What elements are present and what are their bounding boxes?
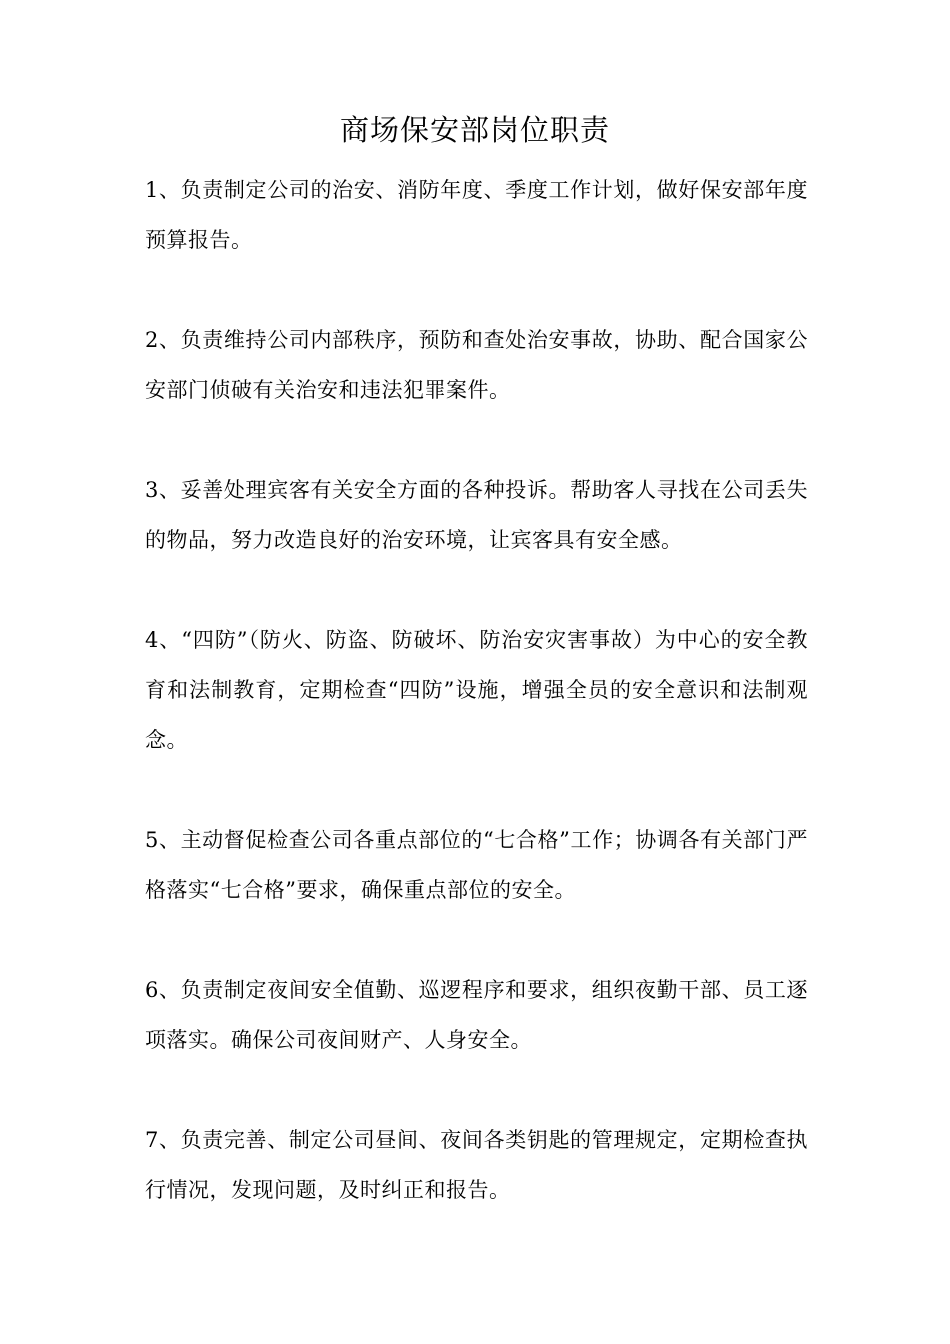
duty-item-3: 3、妥善处理宾客有关安全方面的各种投诉。帮助客人寻找在公司丢失的物品，努力改造良好的治安环境，让宾客具有安全感。 (145, 478, 808, 552)
duty-item-6: 6、负责制定夜间安全值勤、巡逻程序和要求，组织夜勤干部、员工逐项落实。确保公司夜间财产、人身安全。 (145, 978, 808, 1052)
duty-item-7: 7、负责完善、制定公司昼间、夜间各类钥匙的管理规定，定期检查执行情况，发现问题，及时纠正和报告。 (145, 1128, 808, 1202)
page-title: 商场保安部岗位职责 (339, 113, 610, 147)
duty-item-4: 4、“四防”（防火、防盗、防破坏、防治安灾害事故）为中心的安全教育和法制教育，定期检查“四防”设施，增强全员的安全意识和法制观念。 (145, 628, 808, 752)
duty-item-5: 5、主动督促检查公司各重点部位的“七合格”工作；协调各有关部门严格落实“七合格”要求，确保重点部位的安全。 (145, 828, 808, 902)
duty-item-2: 2、负责维持公司内部秩序，预防和查处治安事故，协助、配合国家公安部门侦破有关治安和违法犯罪案件。 (145, 328, 808, 402)
duty-list (145, 165, 808, 1265)
duty-item-1: 1、负责制定公司的治安、消防年度、季度工作计划，做好保安部年度预算报告。 (145, 178, 808, 252)
